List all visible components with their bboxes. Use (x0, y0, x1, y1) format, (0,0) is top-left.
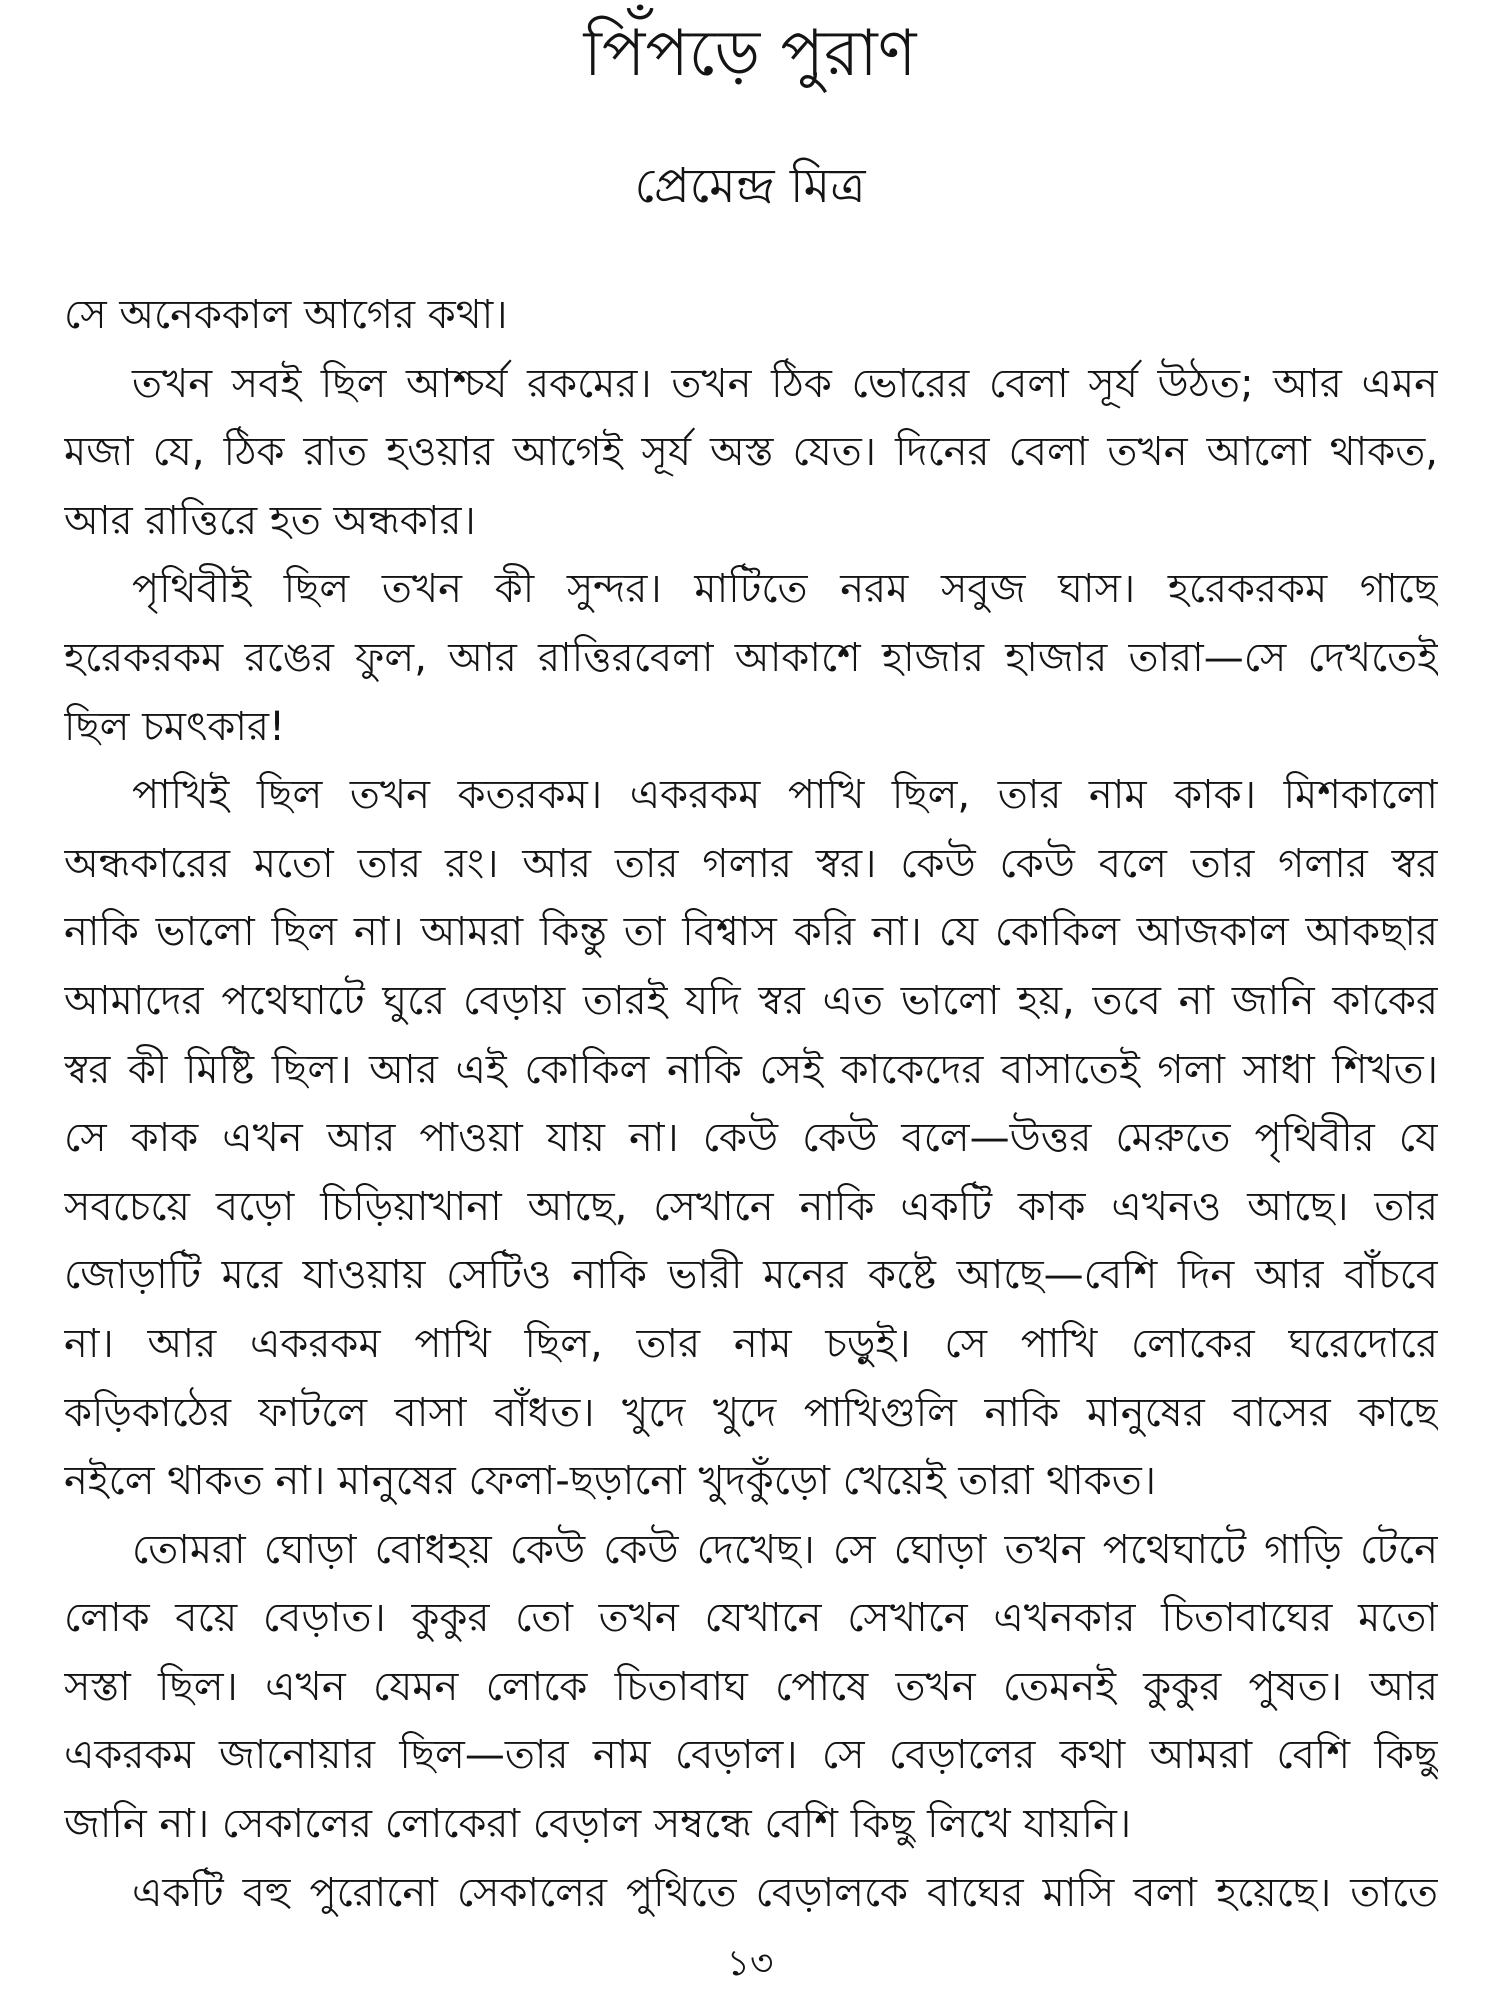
line-text: সে কাক এখন আর পাওয়া যায় না। কেউ কেউ বলে—উত্তর মেরুতে পৃথিবীর যে (64, 1115, 1438, 1162)
text-line (64, 555, 1438, 624)
line-text: হরেকরকম রঙের ফুল, আর রাত্তিরবেলা আকাশে হাজার হাজার তারা—সে দেখতেই (64, 634, 1438, 681)
line-text: নইলে থাকত না। মানুষের ফেলা-ছড়ানো খুদকুঁড়ো খেয়েই তারা থাকত। (64, 1458, 1157, 1505)
text-line (64, 1516, 1438, 1585)
line-text: সে অনেককাল আগের কথা। (64, 292, 508, 338)
paragraph (64, 281, 1438, 350)
line-text: পৃথিবীই ছিল তখন কী সুন্দর। মাটিতে নরম সবুজ ঘাস। হরেকরকম গাছে (132, 566, 1438, 613)
text-line (64, 1036, 1438, 1105)
line-text: পাখিই ছিল তখন কতরকম। একরকম পাখি ছিল, তার নাম কাক। মিশকালো (132, 772, 1438, 819)
text-line (64, 1241, 1438, 1310)
line-text: জোড়াটি মরে যাওয়ায় সেটিও নাকি ভারী মনের কষ্টে আছে—বেশি দিন আর বাঁচবে (64, 1252, 1438, 1299)
text-line (64, 350, 1438, 419)
text-line (64, 761, 1438, 830)
text-line (64, 967, 1438, 1036)
text-line (64, 1310, 1438, 1379)
line-text: ছিল চমৎকার! (64, 703, 285, 750)
text-line (64, 1653, 1438, 1722)
text-line (64, 624, 1438, 693)
text-line (64, 1379, 1438, 1448)
text-line (64, 1104, 1438, 1173)
line-text: না। আর একরকম পাখি ছিল, তার নাম চড়ুই। সে পাখি লোকের ঘরেদোরে (64, 1320, 1438, 1367)
text-line (64, 1584, 1438, 1653)
line-text: সবচেয়ে বড়ো চিড়িয়াখানা আছে, সেখানে নাকি একটি কাক এখনও আছে। তার (64, 1183, 1438, 1230)
text-line (64, 1859, 1438, 1928)
line-text: সস্তা ছিল। এখন যেমন লোকে চিতাবাঘ পোষে তখন তেমনই কুকুর পুষত। আর (64, 1663, 1438, 1710)
paragraph (64, 1859, 1438, 1928)
line-text: আমাদের পথেঘাটে ঘুরে বেড়ায় তারই যদি স্বর এত ভালো হয়, তবে না জানি কাকের (64, 977, 1438, 1024)
line-text: তোমরা ঘোড়া বোধহয় কেউ কেউ দেখেছ। সে ঘোড়া তখন পথেঘাটে গাড়ি টেনে (132, 1526, 1438, 1573)
line-text: তখন সবই ছিল আশ্চর্য রকমের। তখন ঠিক ভোরের বেলা সূর্য উঠত; আর এমন (132, 360, 1438, 407)
paragraph (64, 555, 1438, 761)
line-text: লোক বয়ে বেড়াত। কুকুর তো তখন যেখানে সেখানে এখনকার চিতাবাঘের মতো (64, 1595, 1438, 1642)
line-text: স্বর কী মিষ্টি ছিল। আর এই কোকিল নাকি সেই কাকেদের বাসাতেই গলা সাধা শিখত। (64, 1046, 1438, 1093)
line-text: আর রাত্তিরে হত অন্ধকার। (64, 497, 476, 544)
line-text: একরকম জানোয়ার ছিল—তার নাম বেড়াল। সে বেড়ালের কথা আমরা বেশি কিছু (64, 1732, 1438, 1779)
text-line (64, 281, 1438, 350)
text-line (64, 1721, 1438, 1790)
text-line (64, 1790, 1438, 1859)
line-text: জানি না। সেকালের লোকেরা বেড়াল সম্বন্ধে বেশি কিছু লিখে যায়নি। (64, 1801, 1132, 1848)
paragraph (64, 1516, 1438, 1859)
page-number: ১৩ (726, 1943, 774, 1984)
page-title: পিঁপড়ে পুরাণ (583, 17, 917, 91)
text-line (64, 898, 1438, 967)
line-text: মজা যে, ঠিক রাত হওয়ার আগেই সূর্য অস্ত যেত। দিনের বেলা তখন আলো থাকত, (64, 429, 1438, 476)
paragraph (64, 350, 1438, 556)
body-text (64, 281, 1438, 1927)
text-line (64, 830, 1438, 899)
paragraph (64, 761, 1438, 1516)
text-line (64, 1447, 1438, 1516)
text-line (64, 487, 1438, 556)
text-line (64, 1173, 1438, 1242)
text-line (64, 693, 1438, 762)
line-text: একটি বহু পুরোনো সেকালের পুথিতে বেড়ালকে বাঘের মাসি বলা হয়েছে। তাতে (132, 1869, 1438, 1916)
text-line (64, 418, 1438, 487)
author-name: প্রেমেন্দ্র মিত্র (634, 158, 866, 214)
line-text: নাকি ভালো ছিল না। আমরা কিন্তু তা বিশ্বাস করি না। যে কোকিল আজকাল আকছার (64, 909, 1438, 956)
line-text: কড়িকাঠের ফাটলে বাসা বাঁধত। খুদে খুদে পাখিগুলি নাকি মানুষের বাসের কাছে (64, 1389, 1438, 1436)
line-text: অন্ধকারের মতো তার রং। আর তার গলার স্বর। কেউ কেউ বলে তার গলার স্বর (64, 840, 1438, 887)
